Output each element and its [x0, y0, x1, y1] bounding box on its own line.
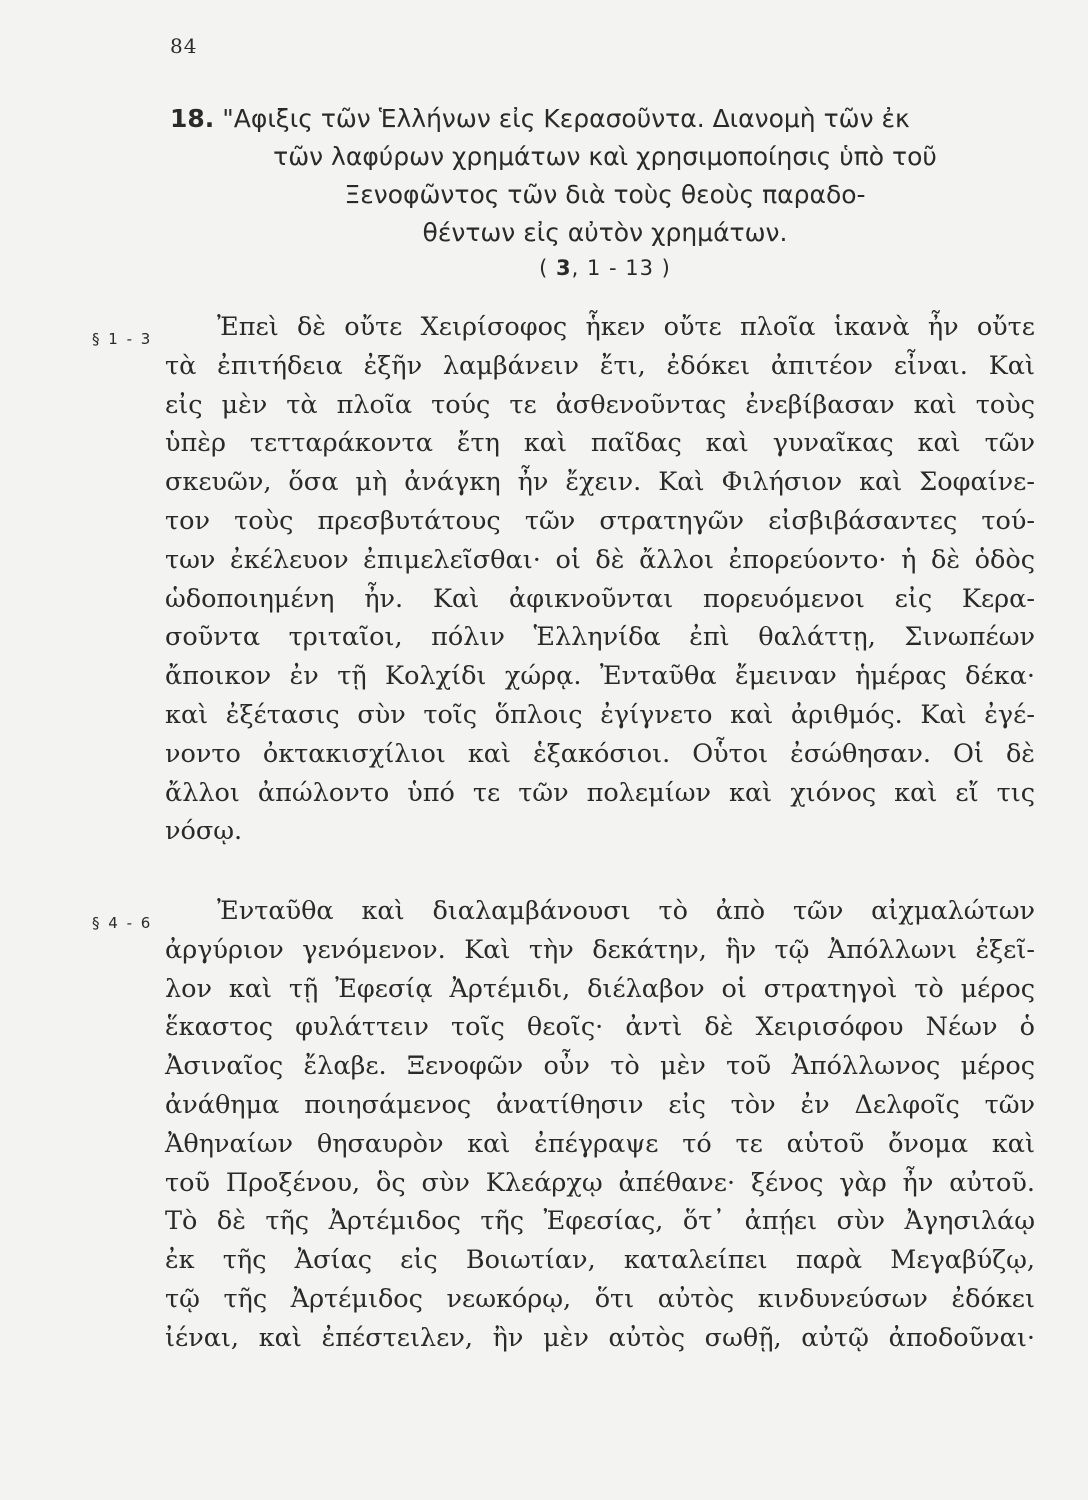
- text-line: Ἀσιναῖος ἔλαβε. Ξενοφῶν οὖν τὸ μὲν τοῦ Ἀπόλλωνος μέρος: [165, 1051, 1035, 1082]
- heading-line-text: "Αφιξις τῶν Ἑλλήνων εἰς Κερασοῦντα. Διανομὴ τῶν ἐκ: [222, 104, 910, 133]
- chapter-number: 18.: [170, 104, 215, 133]
- passage-reference: [170, 256, 1040, 280]
- text-line: Ἐπεὶ δὲ οὔτε Χειρίσοφος ἧκεν οὔτε πλοῖα ἱκανὰ ἦν οὔτε: [217, 312, 1035, 342]
- text-line: ἄποικον ἐν τῇ Κολχίδι χώρᾳ. Ἐνταῦθα ἔμειναν ἡμέρας δέκα·: [165, 661, 1035, 692]
- text-line: ἰέναι, καὶ ἐπέστειλεν, ἢν μὲν αὐτὸς σωθῇ, αὐτῷ ἀποδοῦναι·: [165, 1322, 1035, 1353]
- heading-line: τῶν λαφύρων χρημάτων καὶ χρησιμοποίησις ὑπὸ τοῦ: [273, 142, 937, 171]
- chapter-heading: [170, 100, 1040, 252]
- text-line: τὰ ἐπιτήδεια ἐξῆν λαμβάνειν ἔτι, ἐδόκει ἀπιτέον εἶναι. Καὶ: [165, 350, 1035, 381]
- text-line: ἕκαστος φυλάττειν τοῖς θεοῖς· ἀντὶ δὲ Χειρισόφου Νέων ὁ: [165, 1012, 1035, 1043]
- reference-open: (: [539, 256, 556, 280]
- text-line: τῷ τῆς Ἀρτέμιδος νεωκόρῳ, ὅτι αὐτὸς κινδυνεύσων ἐδόκει: [165, 1283, 1035, 1314]
- reference-range: , 1 - 13 ): [571, 256, 671, 280]
- text-line: ἄλλοι ἀπώλοντο ὑπό τε τῶν πολεμίων καὶ χιόνος καὶ εἴ τις: [165, 777, 1035, 808]
- text-line: ὑπὲρ τετταράκοντα ἔτη καὶ παῖδας καὶ γυναῖκας καὶ τῶν: [165, 428, 1035, 459]
- text-line: ἐκ τῆς Ἀσίας εἰς Βοιωτίαν, καταλείπει παρὰ Μεγαβύζῳ,: [165, 1245, 1035, 1276]
- section-label: § 1 - 3: [92, 330, 153, 348]
- heading-line: Ξενοφῶντος τῶν διὰ τοὺς θεοὺς παραδο-: [344, 180, 866, 209]
- text-line: Τὸ δὲ τῆς Ἀρτέμιδος τῆς Ἐφεσίας, ὅτ᾽ ἀπῄει σὺν Ἀγησιλάῳ: [165, 1206, 1035, 1237]
- text-line: νοντο ὀκτακισχίλιοι καὶ ἑξακόσιοι. Οὗτοι ἐσώθησαν. Οἱ δὲ: [165, 738, 1035, 769]
- text-line: των ἐκέλευον ἐπιμελεῖσθαι· οἱ δὲ ἄλλοι ἐπορεύοντο· ἡ δὲ ὁδὸς: [165, 544, 1035, 575]
- page-number: 84: [170, 34, 198, 58]
- text-line: εἰς μὲν τὰ πλοῖα τούς τε ἀσθενοῦντας ἐνεβίβασαν καὶ τοὺς: [165, 389, 1035, 420]
- text-line: ἀνάθημα ποιησάμενος ἀνατίθησιν εἰς τὸν ἐν Δελφοῖς τῶν: [165, 1089, 1035, 1120]
- text-line: τον τοὺς πρεσβυτάτους τῶν στρατηγῶν εἰσβιβάσαντες τού-: [165, 505, 1035, 536]
- text-line: σκευῶν, ὅσα μὴ ἀνάγκη ἦν ἔχειν. Καὶ Φιλήσιον καὶ Σοφαίνε-: [165, 467, 1035, 498]
- text-line: Ἐνταῦθα καὶ διαλαμβάνουσι τὸ ἀπὸ τῶν αἰχμαλώτων: [217, 896, 1035, 926]
- section-label: § 4 - 6: [92, 914, 153, 932]
- reference-book: 3: [556, 256, 572, 280]
- section-text: [165, 308, 1035, 851]
- text-line: Ἀθηναίων θησαυρὸν καὶ ἐπέγραψε τό τε αὑτοῦ ὄνομα καὶ: [165, 1128, 1035, 1159]
- text-line: τοῦ Προξένου, ὃς σὺν Κλεάρχῳ ἀπέθανε· ξένος γὰρ ἦν αὐτοῦ.: [165, 1167, 1035, 1198]
- text-line: νόσῳ.: [165, 816, 243, 847]
- text-line: σοῦντα τριταῖοι, πόλιν Ἑλληνίδα ἐπὶ θαλάττῃ, Σινωπέων: [165, 622, 1035, 653]
- section-text: [165, 892, 1035, 1358]
- text-line: λον καὶ τῇ Ἐφεσίᾳ Ἀρτέμιδι, διέλαβον οἱ στρατηγοὶ τὸ μέρος: [165, 973, 1035, 1004]
- text-line: καὶ ἐξέτασις σὺν τοῖς ὅπλοις ἐγίγνετο καὶ ἀριθμός. Καὶ ἐγέ-: [165, 699, 1035, 730]
- text-line: ὡδοποιημένη ἦν. Καὶ ἀφικνοῦνται πορευόμενοι εἰς Κερα-: [165, 583, 1035, 614]
- heading-line: θέντων εἰς αὐτὸν χρημάτων.: [422, 218, 788, 247]
- text-line: ἀργύριον γενόμενον. Καὶ τὴν δεκάτην, ἣν τῷ Ἀπόλλωνι ἐξεῖ-: [165, 934, 1035, 965]
- heading-line: [170, 100, 1040, 138]
